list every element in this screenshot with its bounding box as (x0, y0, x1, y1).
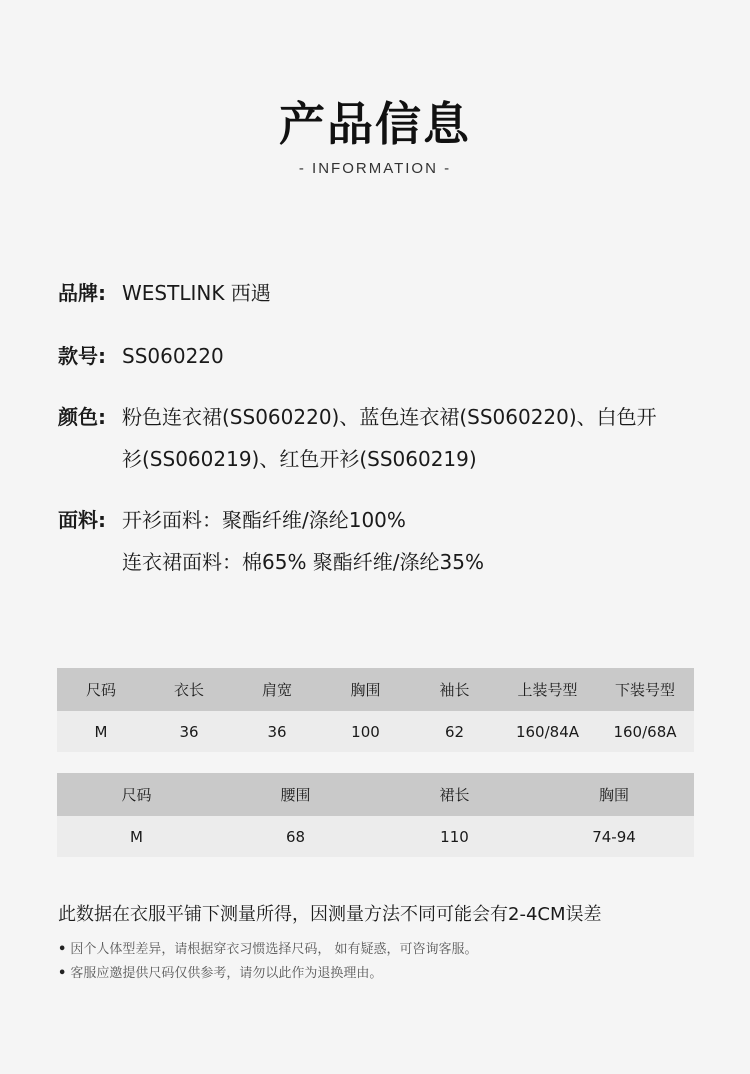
fabric-value-line1: 开衫面料：聚酯纤维/涤纶100% (122, 508, 406, 532)
measurement-note: 此数据在衣服平铺下测量所得，因测量方法不同可能会有2-4CM误差 (58, 904, 602, 925)
table-cell: 160/68A (596, 711, 694, 752)
table-header-cell: 腰围 (216, 773, 375, 816)
style-label: 款号: (58, 344, 106, 368)
table-cell: 62 (410, 711, 499, 752)
note-line-1 (58, 938, 477, 957)
table-cell: 110 (375, 816, 534, 857)
style-row (58, 335, 698, 377)
table-cell: 74-94 (534, 816, 694, 857)
table-header-cell: 上装号型 (499, 668, 596, 711)
table-row (57, 711, 694, 752)
fabric-value-line2: 连衣裙面料：棉65% 聚酯纤维/涤纶35% (122, 550, 485, 574)
table-header-cell: 袖长 (410, 668, 499, 711)
note-text: 因个人体型差异，请根据穿衣习惯选择尺码， 如有疑惑，可咨询客服。 (70, 942, 478, 957)
table-header-row (57, 668, 694, 711)
table-header-cell: 裙长 (375, 773, 534, 816)
brand-row (58, 272, 698, 314)
table-header-row (57, 773, 694, 816)
note-text: 客服应邀提供尺码仅供参考，请勿以此作为退换理由。 (70, 966, 383, 981)
size-table-bottom (57, 773, 694, 857)
color-label: 颜色: (58, 405, 106, 429)
table-cell: 100 (321, 711, 410, 752)
table-header-cell: 胸围 (321, 668, 410, 711)
table-cell: 160/84A (499, 711, 596, 752)
table-header-cell: 胸围 (534, 773, 694, 816)
color-value-line2: 衫(SS060219)、红色开衫(SS060219) (122, 447, 477, 471)
note-line-2 (58, 962, 382, 981)
color-row (58, 396, 698, 480)
fabric-row (58, 499, 698, 583)
table-header-cell: 衣长 (145, 668, 233, 711)
table-cell: 36 (233, 711, 321, 752)
table-header-cell: 尺码 (57, 773, 216, 816)
table-cell: 68 (216, 816, 375, 857)
table-header-cell: 尺码 (57, 668, 145, 711)
size-table-top (57, 668, 694, 752)
table-cell: M (57, 816, 216, 857)
style-value: SS060220 (122, 344, 224, 368)
page-subtitle: - INFORMATION - (298, 160, 452, 177)
table-cell: 36 (145, 711, 233, 752)
table-header-cell: 下装号型 (596, 668, 694, 711)
fabric-label: 面料: (58, 508, 106, 532)
bullet-icon: • (58, 966, 67, 981)
color-value-line1: 粉色连衣裙(SS060220)、蓝色连衣裙(SS060220)、白色开 (122, 405, 657, 429)
table-header-cell: 肩宽 (233, 668, 321, 711)
brand-label: 品牌: (58, 281, 106, 305)
table-cell: M (57, 711, 145, 752)
table-row (57, 816, 694, 857)
page-title: 产品信息 (279, 97, 471, 151)
brand-value: WESTLINK 西遇 (122, 281, 271, 305)
bullet-icon: • (58, 942, 67, 957)
